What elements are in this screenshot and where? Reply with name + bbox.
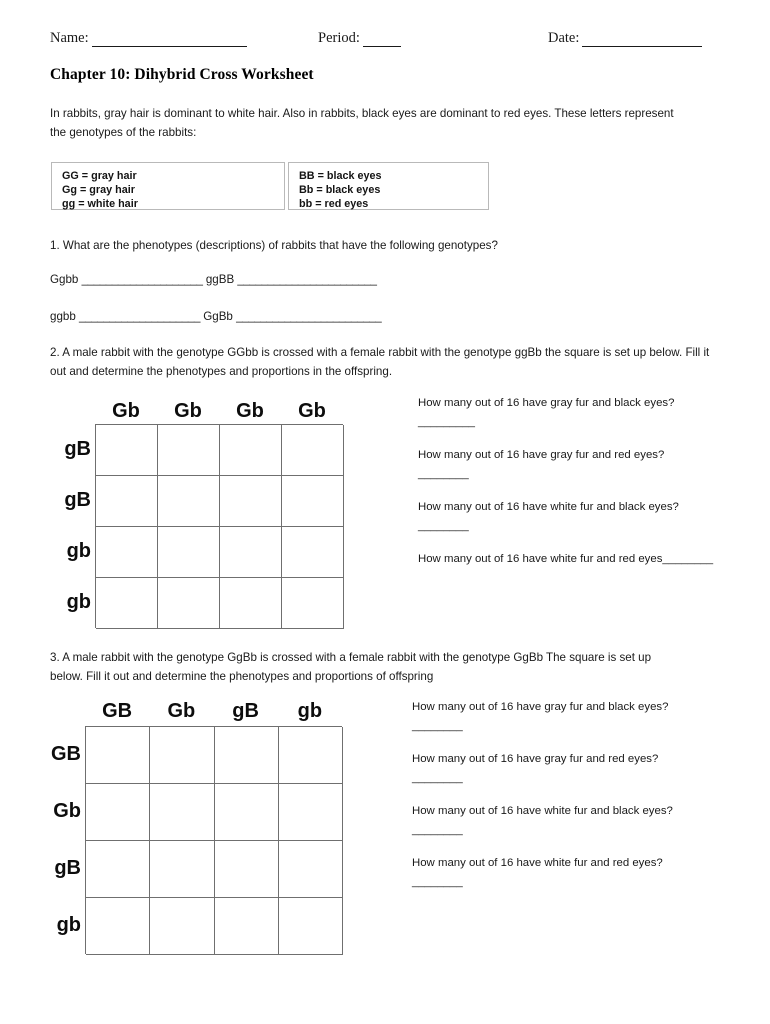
question-2-side-q-1[interactable]: How many out of 16 have gray fur and black eyes? _________: [418, 397, 675, 428]
date-label: Date:: [548, 30, 580, 46]
answer-blank-GgBb[interactable]: ________________________: [236, 310, 382, 323]
question-3-prompt: 3. A male rabbit with the genotype GgBb is crossed with a female rabbit with the genotype GgBb The square is set up below. Fill it out and determine the phenotypes and proportions of offspring: [50, 651, 652, 683]
question-3-side-q-3[interactable]: How many out of 16 have white fur and black eyes? ________: [412, 805, 673, 836]
punnett-3-col-header-2: Gb: [167, 700, 196, 722]
punnett-2-cell-r3c2[interactable]: [158, 527, 220, 578]
question-1-answer-row-2: [50, 310, 381, 323]
punnett-2-col-header-2: Gb: [174, 400, 202, 422]
punnett-2-cell-r1c4[interactable]: [282, 425, 344, 476]
key-eyes-line-2: Bb = black eyes: [299, 184, 381, 196]
punnett-2-row-header-3: gb: [66, 540, 91, 562]
punnett-3-cell-r2c4[interactable]: [279, 784, 343, 841]
punnett-3-row-header-1: GB: [51, 743, 81, 765]
genotype-ggBB: ggBB: [205, 273, 235, 286]
name-field: [50, 30, 247, 47]
punnett-3-cell-r4c3[interactable]: [215, 898, 279, 955]
question-2-prompt: 2. A male rabbit with the genotype GGbb is crossed with a female rabbit with the genotype ggBb the square is set up below. Fill it out and determine the phenotypes and proportions in the offspring.: [50, 346, 710, 378]
punnett-2-cell-r2c4[interactable]: [282, 476, 344, 527]
punnett-2-cell-r1c1[interactable]: [96, 425, 158, 476]
name-blank[interactable]: [92, 34, 247, 47]
punnett-2-cell-r1c2[interactable]: [158, 425, 220, 476]
punnett-3-cell-r1c4[interactable]: [279, 727, 343, 784]
punnett-2-row-header-4: gb: [66, 591, 91, 613]
punnett-2-row-header-2: gB: [64, 489, 91, 511]
punnett-2-col-header-3: Gb: [236, 400, 264, 422]
page-title: Chapter 10: Dihybrid Cross Worksheet: [50, 66, 314, 83]
punnett-2-cell-r1c3[interactable]: [220, 425, 282, 476]
punnett-2-row-headers: [35, 424, 93, 628]
key-eyes-line-3: bb = red eyes: [299, 198, 369, 210]
punnett-2-col-header-1: Gb: [112, 400, 140, 422]
punnett-2-cell-r4c1[interactable]: [96, 578, 158, 629]
punnett-3-row-header-4: gb: [56, 914, 81, 936]
key-hair-line-1: GG = gray hair: [62, 170, 137, 182]
punnett-3-row-header-3: gB: [54, 857, 81, 879]
question-2-side-q-3[interactable]: How many out of 16 have white fur and black eyes? ________: [418, 501, 679, 532]
punnett-2-cell-r3c4[interactable]: [282, 527, 344, 578]
punnett-2-cell-r3c1[interactable]: [96, 527, 158, 578]
punnett-2-cell-r4c3[interactable]: [220, 578, 282, 629]
punnett-3-col-header-4: gb: [297, 700, 323, 722]
punnett-2-cell-r2c2[interactable]: [158, 476, 220, 527]
answer-blank-ggbb[interactable]: ____________________: [79, 310, 200, 323]
punnett-2-column-headers: [95, 400, 343, 422]
answer-blank-ggBB[interactable]: _______________________: [237, 273, 377, 286]
punnett-3-cell-r1c3[interactable]: [215, 727, 279, 784]
name-label: Name:: [50, 30, 89, 46]
date-field: [548, 30, 702, 47]
genotype-Ggbb: Ggbb: [50, 273, 79, 286]
question-3-side-q-2[interactable]: How many out of 16 have gray fur and red eyes? ________: [412, 753, 659, 784]
question-2-side-questions: [418, 394, 718, 569]
question-2-side-q-4[interactable]: How many out of 16 have white fur and red eyes________: [418, 553, 714, 565]
period-label: Period:: [318, 30, 360, 46]
punnett-2-grid: [95, 424, 343, 628]
punnett-3-cell-r3c2[interactable]: [150, 841, 214, 898]
answer-blank-Ggbb[interactable]: ____________________: [81, 273, 203, 286]
punnett-3-col-header-3: gB: [232, 700, 259, 722]
punnett-2-cell-r2c3[interactable]: [220, 476, 282, 527]
punnett-2-cell-r4c2[interactable]: [158, 578, 220, 629]
punnett-2-col-header-4: Gb: [298, 400, 326, 422]
punnett-3-cell-r3c1[interactable]: [86, 841, 150, 898]
punnett-3-cell-r4c2[interactable]: [150, 898, 214, 955]
key-eyes-line-1: BB = black eyes: [299, 170, 382, 182]
punnett-3-cell-r2c2[interactable]: [150, 784, 214, 841]
punnett-2-cell-r2c1[interactable]: [96, 476, 158, 527]
punnett-3-cell-r3c4[interactable]: [279, 841, 343, 898]
punnett-2-cell-r4c4[interactable]: [282, 578, 344, 629]
punnett-3-row-header-2: Gb: [53, 800, 81, 822]
punnett-3-cell-r4c4[interactable]: [279, 898, 343, 955]
punnett-3-grid: [85, 726, 342, 954]
genotype-key-hair-cell: [51, 162, 285, 210]
key-hair-line-2: Gg = gray hair: [62, 184, 135, 196]
question-2-side-q-2[interactable]: How many out of 16 have gray fur and red eyes? ________: [418, 449, 665, 480]
punnett-3-cell-r2c3[interactable]: [215, 784, 279, 841]
period-field: [318, 30, 401, 47]
question-3-side-q-4[interactable]: How many out of 16 have white fur and red eyes? ________: [412, 857, 663, 888]
key-hair-line-3: gg = white hair: [62, 198, 138, 210]
question-3-side-questions: [412, 698, 712, 892]
punnett-3-cell-r1c2[interactable]: [150, 727, 214, 784]
intro-paragraph: In rabbits, gray hair is dominant to white hair. Also in rabbits, black eyes are dominant to red eyes. These letters represent the genotypes of the rabbits:: [50, 107, 674, 139]
genotype-key-table: [51, 162, 489, 210]
punnett-3-cell-r2c1[interactable]: [86, 784, 150, 841]
question-1-answer-row-1: [50, 273, 377, 286]
punnett-2-cell-r3c3[interactable]: [220, 527, 282, 578]
header-fields: [50, 30, 720, 50]
date-blank[interactable]: [582, 34, 702, 47]
genotype-key-eyes-cell: [288, 162, 489, 210]
genotype-ggbb: ggbb: [50, 310, 76, 323]
punnett-3-column-headers: [85, 700, 342, 722]
question-3-side-q-1[interactable]: How many out of 16 have gray fur and black eyes? ________: [412, 701, 669, 732]
punnett-2-row-header-1: gB: [64, 438, 91, 460]
punnett-3-col-header-1: GB: [102, 700, 133, 722]
punnett-3-row-headers: [25, 726, 83, 954]
punnett-3-cell-r4c1[interactable]: [86, 898, 150, 955]
question-1-prompt: 1. What are the phenotypes (descriptions) of rabbits that have the following genotypes?: [50, 239, 498, 252]
period-blank[interactable]: [363, 34, 401, 47]
genotype-GgBb: GgBb: [203, 310, 233, 323]
punnett-3-cell-r1c1[interactable]: [86, 727, 150, 784]
punnett-3-cell-r3c3[interactable]: [215, 841, 279, 898]
